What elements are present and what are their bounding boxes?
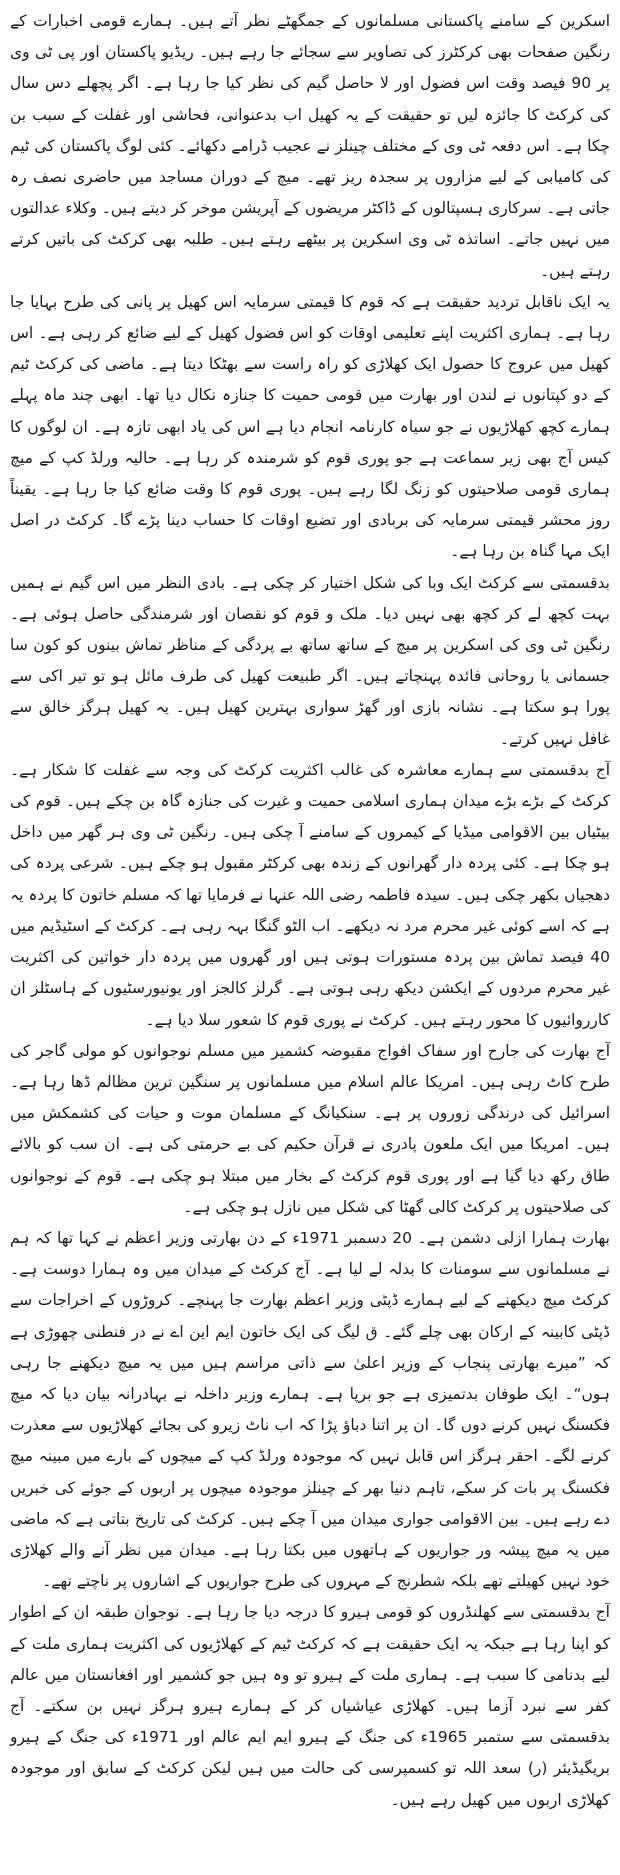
paragraph-4: آج بدقسمتی سے ہمارے معاشرہ کی غالب اکثریت کرکٹ کی وجہ سے غفلت کا شکار ہے۔ کرکٹ کے بڑے بڑے میدان ہماری اسلامی حمیت و غیرت کی جنازہ گاہ بن چکے ہیں۔ قوم کی بیٹیاں بین الاقوامی میڈیا کے کیمروں کے سامنے آ چکی ہیں۔ رنگین ٹی وی ہر گھر میں داخل ہو چکا ہے۔ کئی پردہ دار گھرانوں کے زندہ بھی کرکٹر مقبول ہو چکے ہیں۔ شرعی پردہ کی دھجیاں بکھر چکی ہیں۔ سیدہ فاطمہ رضی اللہ عنہا نے فرمایا تھا کہ مسلم خاتون کا پردہ یہ ہے کہ اسے کوئی غیر محرم مرد نہ دیکھے۔ اب الٹو گنگا بہہ رہی ہے۔ کرکٹ کے اسٹیڈیم میں 40 فیصد تماش بین پردہ مستورات ہوتی ہیں اور گھروں میں پردہ دار خواتین کی اکثریت غیر محرم مردوں کے ایکشن دیکھ رہی ہوتی ہے۔ گرلز کالجز اور یونیورسٹیوں کے ہاسٹلز ان کارروائیوں کا محور رہتے ہیں۔ کرکٹ نے پوری قوم کا شعور سلا دیا ہے۔ (10, 760, 610, 1029)
paragraph-2: یہ ایک ناقابل تردید حقیقت ہے کہ قوم کا قیمتی سرمایہ اس کھیل پر پانی کی طرح بہایا جا رہا ہے۔ ہماری اکثریت اپنے تعلیمی اوقات کو اس فضول کھیل کے لیے ضائع کر رہی ہے۔ اس کھیل میں عروج کا حصول ایک کھلاڑی کو راہ راست سے بھٹکا دیتا ہے۔ ماضی کی کرکٹ ٹیم کے دو کپتانوں نے لندن اور بھارت میں قومی حمیت کا جنازہ نکال دیا تھا۔ ابھی چند ماہ پہلے ہمارے کچھ کھلاڑیوں نے جو سیاہ کارنامہ انجام دیا ہے اس کی یاد ابھی تازہ ہے۔ ان لوگوں کا کیس آج بھی زیر سماعت ہے جو پوری قوم کو شرمندہ کر رہا ہے۔ حالیہ ورلڈ کپ کے میچ ہماری قومی صلاحیتوں کو زنگ لگا رہے ہیں۔ پوری قوم کا وقت ضائع کیا جا رہا ہے۔ یقیناً روز محشر قیمتی سرمایہ کی بربادی اور تضیع اوقات کا حساب دینا پڑے گا۔ کرکٹ در اصل ایک مہا گناہ بن رہا ہے۔ (10, 292, 610, 561)
paragraph-6: بھارت ہمارا ازلی دشمن ہے۔ 20 دسمبر 1971ء کے دن بھارتی وزیر اعظم نے کہا تھا کہ ہم نے مسلمانوں سے سومنات کا بدلہ لے لیا ہے۔ آج کرکٹ کے میدان میں وہ ہمارا دوست ہے۔ کرکٹ میچ دیکھنے کے لیے ہمارے ڈپٹی وزیر اعظم بھارت جا پہنچے۔ کروڑوں کے اخراجات سے ڈپٹی کابینہ کے ارکان بھی چلے گئے۔ ق لیگ کی ایک خاتون ایم این اے نے در فنطنی چھوڑی ہے کہ ”میرے بھارتی پنجاب کے وزیر اعلیٰ سے ذاتی مراسم ہیں میں یہ میچ دیکھنے جا رہی ہوں“۔ ایک طوفان بدتمیزی ہے جو برپا ہے۔ ہمارے وزیر داخلہ نے بہادرانہ بیان دیا کہ میچ فکسنگ نہیں کرنے دوں گا۔ ان پر اتنا دباؤ پڑا کہ اب ناٹ زیرو کی بجائے کھلاڑیوں سے معذرت کرنے لگے۔ احقر ہرگز اس قابل نہیں کہ موجودہ ورلڈ کپ کے میچوں کے بارے میں مبینہ میچ فکسنگ پر بات کر سکے، تاہم دنیا بھر کے چینلز موجودہ میچوں پر اربوں کے جوئے کی خبریں دے رہے ہیں۔ بین الاقوامی جواری میدان میں آ چکے ہیں۔ کرکٹ کی تاریخ بتاتی ہے کہ ماضی میں یہ میچ پیشہ ور جواریوں کے ہاتھوں میں بکتا رہا ہے۔ میدان میں نظر آنے والے کھلاڑی خود نہیں کھیلتے تھے بلکہ شطرنج کے مہروں کی طرح جواریوں کے اشاروں پر ناچتے تھے۔ (10, 1228, 610, 1591)
paragraph-3: بدقسمتی سے کرکٹ ایک وبا کی شکل اختیار کر چکی ہے۔ بادی النظر میں اس گیم نے ہمیں بہت کچھ لے کر کچھ بھی نہیں دیا۔ ملک و قوم کو نقصان اور شرمندگی حاصل ہوئی ہے۔ رنگین ٹی وی کی اسکرین پر میچ کے ساتھ ساتھ بے پردگی کے مناظر تماش بینوں کو کون سا جسمانی یا روحانی فائدہ پہنچاتے ہیں۔ اگر طبیعت کھیل کی طرف مائل ہو تو تیر اکی سے پورا ہو سکتا ہے۔ نشانہ بازی اور گھڑ سواری بہترین کھیل ہیں۔ یہ کھیل ہرگز خالق سے غافل نہیں کرتے۔ (10, 573, 610, 748)
paragraph-1: اسکرین کے سامنے پاکستانی مسلمانوں کے جمگھٹے نظر آتے ہیں۔ ہمارے قومی اخبارات کے رنگین صفحات بھی کرکٹرز کی تصاویر سے سجائے جا رہے ہیں۔ ریڈیو پاکستان اور پی ٹی وی پر 90 فیصد وقت اس فضول اور لا حاصل گیم کی نظر کیا جا رہا ہے۔ اگر پچھلے دس سال کی کرکٹ کا جائزہ لیں تو حقیقت کے یہ کھیل اب بدعنوانی، فحاشی اور غفلت کے سبب بن چکا ہے۔ اس دفعہ ٹی وی کے مختلف چینلز نے عجیب ڈرامے دکھائے۔ کئی لوگ پاکستان کی ٹیم کی کامیابی کے لیے مزاروں پر سجدہ ریز تھے۔ میچ کے دوران مساجد میں حاضری نصف رہ جاتی ہے۔ سرکاری ہسپتالوں کے ڈاکٹر مریضوں کے آپریشن موخر کر دیتے ہیں۔ وکلاء عدالتوں میں نہیں جاتے۔ اساتذہ ٹی وی اسکرین پر بیٹھے رہتے ہیں۔ طلبہ بھی کرکٹ کی باتیں کرتے رہتے ہیں۔ (10, 12, 610, 280)
paragraph-5: آج بھارت کی جارح اور سفاک افواج مقبوضہ کشمیر میں مسلم نوجوانوں کو مولی گاجر کی طرح کاٹ رہی ہیں۔ امریکا عالم اسلام میں مسلمانوں پر سنگین ترین مظالم ڈھا رہا ہے۔ اسرائیل کی درندگی زوروں پر ہے۔ سنکیانگ کے مسلمان موت و حیات کی کشمکش میں ہیں۔ امریکا میں ایک ملعون پادری نے قرآن حکیم کی بے حرمتی کی ہے۔ ان سب کو بالائے طاق رکھ دیا گیا ہے اور پوری قوم کرکٹ کے بخار میں مبتلا ہو چکی ہے۔ قوم کے نوجوانوں کی صلاحیتوں پر کرکٹ کالی گھٹا کی شکل میں نازل ہو چکی ہے۔ (10, 1041, 610, 1216)
paragraph-7: آج بدقسمتی سے کھلنڈروں کو قومی ہیرو کا درجہ دیا جا رہا ہے۔ نوجوان طبقہ ان کے اطوار کو اپنا رہا ہے جبکہ یہ ایک حقیقت ہے کہ کرکٹ ٹیم کے کھلاڑیوں کی اکثریت ہماری ملت کے لیے بدنامی کا سبب ہے۔ ہماری ملت کے ہیرو تو وہ ہیں جو کشمیر اور افغانستان میں عالم کفر سے نبرد آزما ہیں۔ کھلاڑی عیاشیاں کر کے ہمارے ہیرو ہرگز نہیں بن سکتے۔ آج بدقسمتی سے ستمبر 1965ء کی جنگ کے ہیرو ایم ایم عالم اور 1971ء کی جنگ کے ہیرو بریگیڈیئر (ر) سعد اللہ تو کسمپرسی کی حالت میں ہیں لیکن کرکٹ کے سابق اور موجودہ کھلاڑی اربوں میں کھیل رہے ہیں۔ (10, 1603, 611, 1809)
